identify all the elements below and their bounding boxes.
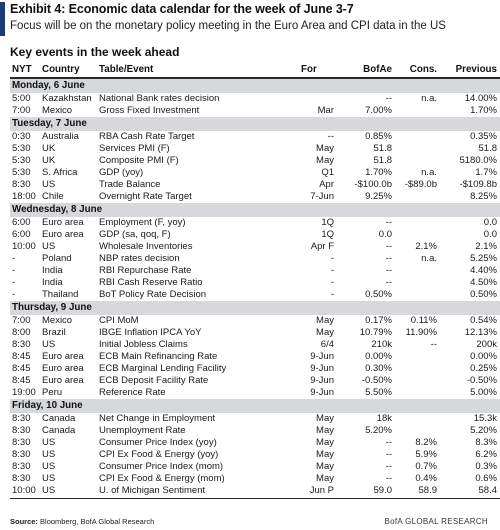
cell-previous: 0.25% — [470, 363, 497, 374]
cell-for: May — [316, 413, 334, 424]
table-row — [10, 351, 500, 363]
table-row — [10, 167, 500, 179]
cell-previous: 5.00% — [470, 387, 497, 398]
cell-bofa: -- — [385, 93, 392, 104]
table-row — [10, 315, 500, 327]
cell-previous: 58.4 — [478, 485, 497, 496]
cell-cons: n.a. — [421, 167, 437, 178]
cell-country: Canada — [42, 425, 76, 436]
cell-event: Services PMI (F) — [99, 143, 170, 154]
cell-time: - — [12, 289, 16, 300]
cell-event: BoT Policy Rate Decision — [99, 289, 207, 300]
cell-for: - — [330, 277, 334, 288]
cell-time: 0:30 — [12, 131, 31, 142]
table-row — [10, 387, 500, 399]
cell-country: Euro area — [42, 351, 84, 362]
table-row — [10, 155, 500, 167]
cell-country: US — [42, 485, 56, 496]
exhibit-accent-bar — [0, 2, 5, 36]
cell-country: US — [42, 473, 56, 484]
cell-country: Mexico — [42, 105, 73, 116]
cell-time: 5:30 — [12, 143, 31, 154]
cell-country: Canada — [42, 413, 76, 424]
cell-event: Unemployment Rate — [99, 425, 186, 436]
cell-time: 5:30 — [12, 155, 31, 166]
cell-time: 10:00 — [12, 485, 36, 496]
cell-bofa: -- — [385, 277, 392, 288]
table-row — [10, 289, 500, 301]
cell-bofa: 210k — [371, 339, 392, 350]
cell-bofa: -- — [385, 473, 392, 484]
cell-event: Consumer Price Index (mom) — [99, 461, 224, 472]
cell-for: - — [330, 253, 334, 264]
cell-country: US — [42, 437, 56, 448]
cell-previous: 14.00% — [464, 93, 497, 104]
cell-bofa: 51.8 — [373, 143, 392, 154]
table-row — [10, 131, 500, 143]
column-header-time: NYT — [12, 64, 32, 75]
cell-time: 8:30 — [12, 461, 31, 472]
cell-time: 8:45 — [12, 375, 31, 386]
column-header-bofa: BofAe — [363, 64, 392, 75]
cell-previous: 1.7% — [475, 167, 497, 178]
cell-cons: 0.11% — [410, 315, 437, 326]
table-bottom-divider — [10, 498, 500, 499]
cell-previous: 4.40% — [470, 265, 497, 276]
cell-time: 5:30 — [12, 167, 31, 178]
cell-country: Euro area — [42, 375, 84, 386]
cell-event: Overnight Rate Target — [99, 191, 192, 202]
cell-cons: 11.90% — [405, 327, 437, 338]
cell-previous: 5180.0% — [459, 155, 497, 166]
table-row — [10, 105, 500, 117]
cell-for: 9-Jun — [310, 387, 334, 398]
cell-previous: 5.20% — [470, 425, 497, 436]
cell-bofa: 0.17% — [365, 315, 392, 326]
cell-previous: 8.3% — [475, 437, 497, 448]
cell-previous: 0.0 — [483, 217, 497, 228]
column-header-previous: Previous — [455, 64, 497, 75]
cell-previous: 12.13% — [464, 327, 497, 338]
cell-previous: 200k — [476, 339, 497, 350]
table-row — [10, 425, 500, 437]
cell-event: ECB Deposit Facility Rate — [99, 375, 209, 386]
cell-country: India — [42, 277, 63, 288]
cell-event: Net Change in Employment — [99, 413, 216, 424]
cell-bofa: -- — [385, 217, 392, 228]
cell-bofa: 0.0 — [378, 229, 392, 240]
cell-event: CPI Ex Food & Energy (yoy) — [99, 449, 219, 460]
cell-for: May — [316, 449, 334, 460]
cell-for: Apr — [319, 179, 334, 190]
cell-bofa: -$100.0b — [354, 179, 392, 190]
cell-bofa: 5.50% — [365, 387, 392, 398]
cell-previous: 0.0 — [483, 229, 497, 240]
table-row — [10, 143, 500, 155]
cell-event: CPI Ex Food & Energy (mom) — [99, 473, 225, 484]
cell-previous: 0.3% — [475, 461, 497, 472]
cell-previous: 0.00% — [470, 351, 497, 362]
cell-cons: 0.4% — [415, 473, 437, 484]
cell-country: Poland — [42, 253, 72, 264]
cell-time: 8:45 — [12, 351, 31, 362]
day-header: Friday, 10 June — [10, 399, 500, 413]
cell-time: 8:45 — [12, 363, 31, 374]
cell-event: RBI Repurchase Rate — [99, 265, 192, 276]
table-row — [10, 217, 500, 229]
cell-bofa: -- — [385, 449, 392, 460]
cell-bofa: 59.0 — [373, 485, 392, 496]
cell-event: NBP rates decision — [99, 253, 180, 264]
cell-for: Jun P — [309, 485, 334, 496]
cell-bofa: -- — [385, 461, 392, 472]
cell-time: - — [12, 265, 16, 276]
table-row — [10, 241, 500, 253]
cell-bofa: -- — [385, 437, 392, 448]
cell-for: - — [330, 265, 334, 276]
cell-bofa: 0.00% — [365, 351, 392, 362]
cell-cons: -- — [430, 339, 437, 350]
cell-for: -- — [327, 131, 334, 142]
table-row — [10, 327, 500, 339]
cell-time: 10:00 — [12, 241, 36, 252]
cell-time: 6:00 — [12, 217, 31, 228]
table-row — [10, 277, 500, 289]
cell-time: 7:00 — [12, 105, 31, 116]
table-row — [10, 485, 500, 497]
cell-time: 8:30 — [12, 339, 31, 350]
cell-bofa: 51.8 — [373, 155, 392, 166]
cell-event: U. of Michigan Sentiment — [99, 485, 206, 496]
table-row — [10, 265, 500, 277]
cell-country: Kazakhstan — [42, 93, 92, 104]
cell-time: 8:30 — [12, 179, 31, 190]
cell-bofa: -- — [385, 265, 392, 276]
brand-mark: BofA GLOBAL RESEARCH — [384, 517, 488, 526]
cell-for: 9-Jun — [310, 375, 334, 386]
cell-bofa: 1.70% — [365, 167, 392, 178]
cell-bofa: 10.79% — [359, 327, 392, 338]
cell-previous: 4.50% — [470, 277, 497, 288]
cell-country: Australia — [42, 131, 79, 142]
cell-event: Consumer Price Index (yoy) — [99, 437, 217, 448]
cell-previous: 0.35% — [470, 131, 497, 142]
cell-for: 7-Jun — [310, 191, 334, 202]
table-row — [10, 191, 500, 203]
cell-country: S. Africa — [42, 167, 78, 178]
cell-for: May — [316, 143, 334, 154]
cell-event: Reference Rate — [99, 387, 166, 398]
cell-country: US — [42, 461, 56, 472]
cell-for: May — [316, 155, 334, 166]
cell-previous: 0.6% — [475, 473, 497, 484]
table-row — [10, 339, 500, 351]
table-row — [10, 461, 500, 473]
cell-event: GDP (sa, qoq, F) — [99, 229, 171, 240]
day-header: Tuesday, 7 June — [10, 117, 500, 131]
column-header-cons: Cons. — [409, 64, 437, 75]
cell-cons: 58.9 — [418, 485, 437, 496]
table-body — [10, 79, 500, 497]
cell-time: 8:30 — [12, 413, 31, 424]
cell-event: CPI MoM — [99, 315, 139, 326]
cell-time: 6:00 — [12, 229, 31, 240]
cell-previous: 15.3k — [473, 413, 497, 424]
cell-previous: -0.50% — [466, 375, 497, 386]
cell-bofa: 18k — [376, 413, 392, 424]
table-header-row — [10, 63, 500, 77]
cell-bofa: 9.25% — [365, 191, 392, 202]
cell-event: National Bank rates decision — [99, 93, 220, 104]
cell-for: Q1 — [321, 167, 334, 178]
cell-for: May — [316, 437, 334, 448]
cell-cons: 8.2% — [415, 437, 437, 448]
cell-country: Euro area — [42, 229, 84, 240]
table-row — [10, 253, 500, 265]
cell-cons: 5.9% — [415, 449, 437, 460]
cell-cons: n.a. — [421, 93, 437, 104]
cell-for: May — [316, 461, 334, 472]
cell-previous: 1.70% — [470, 105, 497, 116]
cell-country: US — [42, 241, 56, 252]
cell-event: RBI Cash Reserve Ratio — [99, 277, 203, 288]
cell-bofa: -- — [385, 253, 392, 264]
cell-country: India — [42, 265, 63, 276]
cell-country: UK — [42, 143, 56, 154]
cell-bofa: 5.20% — [365, 425, 392, 436]
cell-country: Mexico — [42, 315, 73, 326]
footer — [10, 517, 488, 529]
cell-event: Initial Jobless Claims — [99, 339, 188, 350]
cell-time: 7:00 — [12, 315, 31, 326]
cell-bofa: -- — [385, 241, 392, 252]
cell-time: - — [12, 253, 16, 264]
cell-country: US — [42, 449, 56, 460]
cell-event: Employment (F, yoy) — [99, 217, 186, 228]
cell-previous: 2.1% — [475, 241, 497, 252]
cell-previous: -$109.8b — [459, 179, 497, 190]
cell-event: Trade Balance — [99, 179, 161, 190]
cell-for: May — [316, 315, 334, 326]
cell-for: Apr F — [310, 241, 334, 252]
cell-time: 5:00 — [12, 93, 31, 104]
cell-time: 8:30 — [12, 437, 31, 448]
table-row — [10, 437, 500, 449]
cell-bofa: 7.00% — [365, 105, 392, 116]
cell-event: GDP (yoy) — [99, 167, 144, 178]
cell-event: Wholesale Inventories — [99, 241, 193, 252]
table-row — [10, 375, 500, 387]
cell-country: Chile — [42, 191, 64, 202]
cell-cons: 2.1% — [415, 241, 437, 252]
table-row — [10, 179, 500, 191]
cell-time: 18:00 — [12, 191, 36, 202]
cell-event: ECB Main Refinancing Rate — [99, 351, 218, 362]
calendar-table — [10, 63, 500, 499]
cell-time: 8:30 — [12, 425, 31, 436]
cell-previous: 0.50% — [470, 289, 497, 300]
table-row — [10, 413, 500, 425]
cell-event: IBGE Inflation IPCA YoY — [99, 327, 202, 338]
table-row — [10, 229, 500, 241]
cell-country: US — [42, 339, 56, 350]
cell-country: Peru — [42, 387, 63, 398]
table-row — [10, 93, 500, 105]
cell-country: Brazil — [42, 327, 66, 338]
cell-previous: 51.8 — [478, 143, 497, 154]
cell-bofa: 0.30% — [365, 363, 392, 374]
cell-previous: 8.25% — [470, 191, 497, 202]
column-header-event: Table/Event — [99, 64, 154, 75]
cell-event: ECB Marginal Lending Facility — [99, 363, 227, 374]
cell-country: US — [42, 179, 56, 190]
cell-for: 1Q — [321, 217, 334, 228]
table-row — [10, 449, 500, 461]
cell-time: 8:30 — [12, 449, 31, 460]
cell-time: 19:00 — [12, 387, 36, 398]
cell-bofa: 0.50% — [365, 289, 392, 300]
cell-cons: 0.7% — [415, 461, 437, 472]
section-title: Key events in the week ahead — [10, 45, 180, 59]
source-label: Source: — [10, 517, 38, 526]
day-header: Wednesday, 8 June — [10, 203, 500, 217]
table-row — [10, 363, 500, 375]
column-header-for: For — [301, 64, 317, 75]
source-text: Bloomberg, BofA Global Research — [40, 517, 155, 526]
table-row — [10, 473, 500, 485]
cell-bofa: 0.85% — [365, 131, 392, 142]
cell-for: 6/4 — [320, 339, 334, 350]
cell-for: Mar — [317, 105, 334, 116]
day-header: Monday, 6 June — [10, 79, 500, 93]
cell-for: 9-Jun — [310, 351, 334, 362]
cell-time: 8:00 — [12, 327, 31, 338]
cell-previous: 0.54% — [470, 315, 497, 326]
cell-country: Euro area — [42, 363, 84, 374]
cell-time: 8:30 — [12, 473, 31, 484]
exhibit-subtitle: Focus will be on the monetary policy meeting in the Euro Area and CPI data in the US — [10, 20, 446, 32]
cell-previous: 6.2% — [475, 449, 497, 460]
cell-country: Thailand — [42, 289, 79, 300]
cell-for: - — [330, 289, 334, 300]
cell-for: 1Q — [321, 229, 334, 240]
cell-for: 9-Jun — [310, 363, 334, 374]
exhibit-title: Exhibit 4: Economic data calendar for the week of June 3-7 — [10, 2, 354, 16]
cell-for: May — [316, 473, 334, 484]
day-header: Thursday, 9 June — [10, 301, 500, 315]
cell-country: UK — [42, 155, 56, 166]
cell-for: May — [316, 425, 334, 436]
cell-event: Composite PMI (F) — [99, 155, 179, 166]
cell-event: RBA Cash Rate Target — [99, 131, 195, 142]
cell-country: Euro area — [42, 217, 84, 228]
cell-time: - — [12, 277, 16, 288]
cell-previous: 5.25% — [470, 253, 497, 264]
column-header-country: Country — [42, 64, 80, 75]
cell-cons: n.a. — [421, 253, 437, 264]
cell-cons: -$89.0b — [404, 179, 437, 190]
cell-for: May — [316, 327, 334, 338]
cell-bofa: -0.50% — [361, 375, 392, 386]
cell-event: Gross Fixed Investment — [99, 105, 200, 116]
